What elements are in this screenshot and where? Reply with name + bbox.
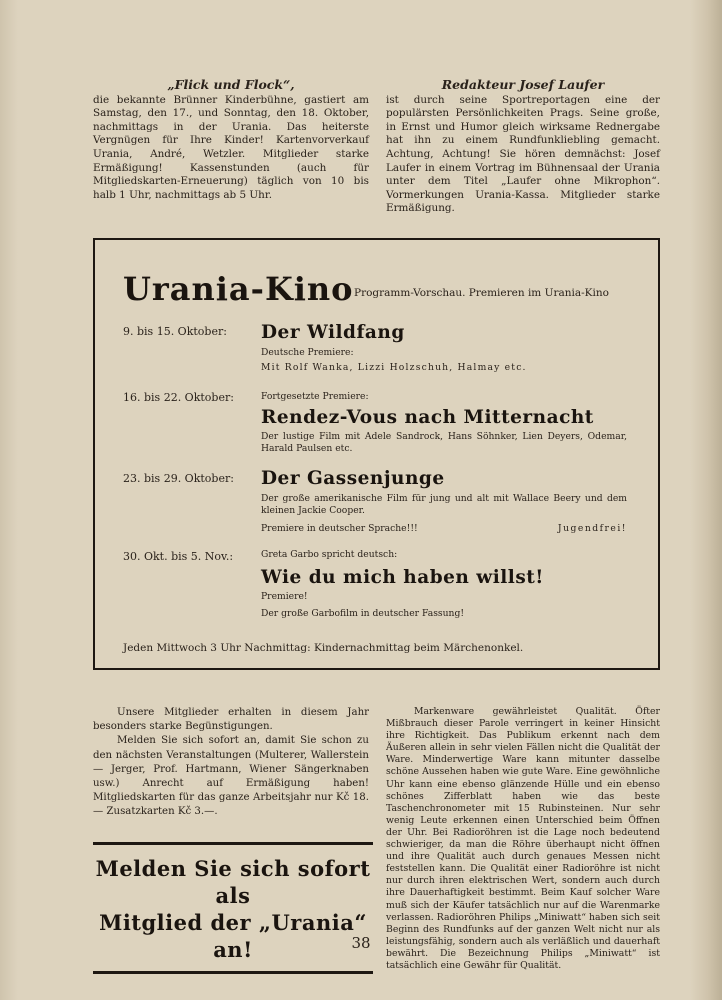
article-text: Markenware gewährleistet Qualität. Öfter Mißbrauch dieser Parole verringert in keiner Hinsicht ihre Richtigkeit. Das Publikum erkennt nach dem Äußeren allein in sehr vielen Fällen nicht die Qualität der Ware. Minderwertige Ware kann mitunter dasselbe schöne Aussehen haben wie gute Ware. Eine gewöhnliche Uhr kann eine ebenso glänzende Hülle und ein ebenso schönes Zifferblatt haben wie das beste Taschenchronometer mit 15 Rubinsteinen. Nur sehr wenig Leute erkennen einen Unterschied beim Öffnen der Uhr. Bei Radioröhren ist die Lage noch bedeutend schwieriger, da man die Röhre überhaupt nicht öffnen und ihre Qualität auch durch genaues Messen nicht feststellen kann. Die Qualität einer Radioröhre ist nicht nur durch ihren elektrischen Wert, sondern auch durch ihre Dauerhaftigkeit bestimmt. Beim Kauf solcher Ware muß sich der Käufer tatsächlich nur auf die Warenmarke verlassen. Radioröhren Philips „Miniwatt“ haben sich seit Beginn des Rundfunks auf der ganzen Welt nicht nur als leistungsfähig, sondern auch als verläßlich und dauerhaft bewährt. Die Bezeichnung Philips „Miniwatt“ ist tatsächlich eine Gewähr für Qualität. xyxy=(386,706,660,971)
film-title: Rendez-Vous nach Mitternacht xyxy=(261,407,594,428)
program-date: 30. Okt. bis 5. Nov.: xyxy=(123,550,234,563)
article-flick-flock xyxy=(93,78,369,202)
program-date: 23. bis 29. Oktober: xyxy=(123,472,234,485)
film-description: Der große amerikanische Film für jung und alt mit Wallace Beery und dem kleinen Jackie Cooper. xyxy=(261,493,627,516)
film-note: Premiere! xyxy=(261,591,308,602)
kino-title: Urania-Kino xyxy=(123,270,354,308)
film-note-row xyxy=(261,523,627,535)
program-entry xyxy=(261,391,627,455)
urania-kino-box xyxy=(93,238,660,670)
promo-line: Melden Sie sich sofort als xyxy=(95,856,371,908)
article-text: die bekannte Brünner Kinderbühne, gastiert am Samstag, den 17., und Sonntag, den 18. Oktober, nachmittags in der Urania. Das heiterste Vergnügen für Ihre Kinder! Kartenvorverkauf Urania, André, Wetzler. Mitglieder starke Ermäßigung! Kassenstunden (auch für Mitgliedskarten-Erneuerung) täglich von 10 bis halb 1 Uhr, nachmittags ab 5 Uhr. xyxy=(93,93,369,201)
article-text: Unsere Mitglieder erhalten in diesem Jahr besonders starke Begünstigungen. xyxy=(93,707,369,733)
film-note: Deutsche Premiere: xyxy=(261,347,354,358)
program-date: 16. bis 22. Oktober: xyxy=(123,391,234,404)
program-date: 9. bis 15. Oktober: xyxy=(123,325,227,338)
program-entry xyxy=(261,549,544,620)
membership-call xyxy=(93,842,373,974)
article-heading: „Flick und Flock“, xyxy=(167,77,295,92)
film-note: Der große Garbofilm in deutscher Fassung! xyxy=(261,608,465,619)
film-cast: Der lustige Film mit Adele Sandrock, Hans Söhnker, Lien Deyers, Odemar, Harald Paulsen etc. xyxy=(261,431,627,454)
article-laufer xyxy=(386,78,660,216)
kino-subtitle: Programm-Vorschau. Premieren im Urania-Kino xyxy=(354,287,609,299)
film-note-right: Jugendfrei! xyxy=(557,523,627,534)
film-title: Wie du mich haben willst! xyxy=(261,567,544,588)
film-title: Der Wildfang xyxy=(261,322,405,343)
members-article xyxy=(93,706,369,820)
program-entry xyxy=(261,468,627,535)
kino-footer: Jeden Mittwoch 3 Uhr Nachmittag: Kindernachmittag beim Märchenonkel. xyxy=(123,642,524,654)
markenware-article xyxy=(386,706,660,972)
promo-line: Mitglied der „Urania“ an! xyxy=(99,910,367,962)
film-title: Der Gassenjunge xyxy=(261,468,445,489)
film-note: Greta Garbo spricht deutsch: xyxy=(261,549,398,560)
article-heading: Redakteur Josef Laufer xyxy=(441,77,605,92)
program-entry xyxy=(261,322,527,374)
page-number: 38 xyxy=(351,934,371,952)
film-note: Fortgesetzte Premiere: xyxy=(261,391,369,402)
film-note: Premiere in deutscher Sprache!!! xyxy=(261,523,418,534)
article-text: Melden Sie sich sofort an, damit Sie schon zu den nächsten Veranstaltungen (Multerer, Wallerstein — Jerger, Prof. Hartmann, Wiener Sängerknaben usw.) Anrecht auf Ermäßigung haben! Mitgliedskarten für das ganze Arbeitsjahr nur Kč 18.— Zusatzkarten Kč 3.—. xyxy=(93,735,369,818)
article-text: ist durch seine Sportreportagen eine der populärsten Persönlichkeiten Prags. Seine große, in Ernst und Humor gleich wirksame Rednergabe hat ihn zu einem Rundfunkliebling gemacht. Achtung, Achtung! Sie hören demnächst: Josef Laufer in einem Vortrag im Bühnensaal der Urania unter dem Titel „Laufer ohne Mikrophon“. Vormerkungen Urania-Kassa. Mitglieder starke Ermäßigung. xyxy=(386,93,660,215)
film-cast: Mit Rolf Wanka, Lizzi Holzschuh, Halmay etc. xyxy=(261,362,527,373)
